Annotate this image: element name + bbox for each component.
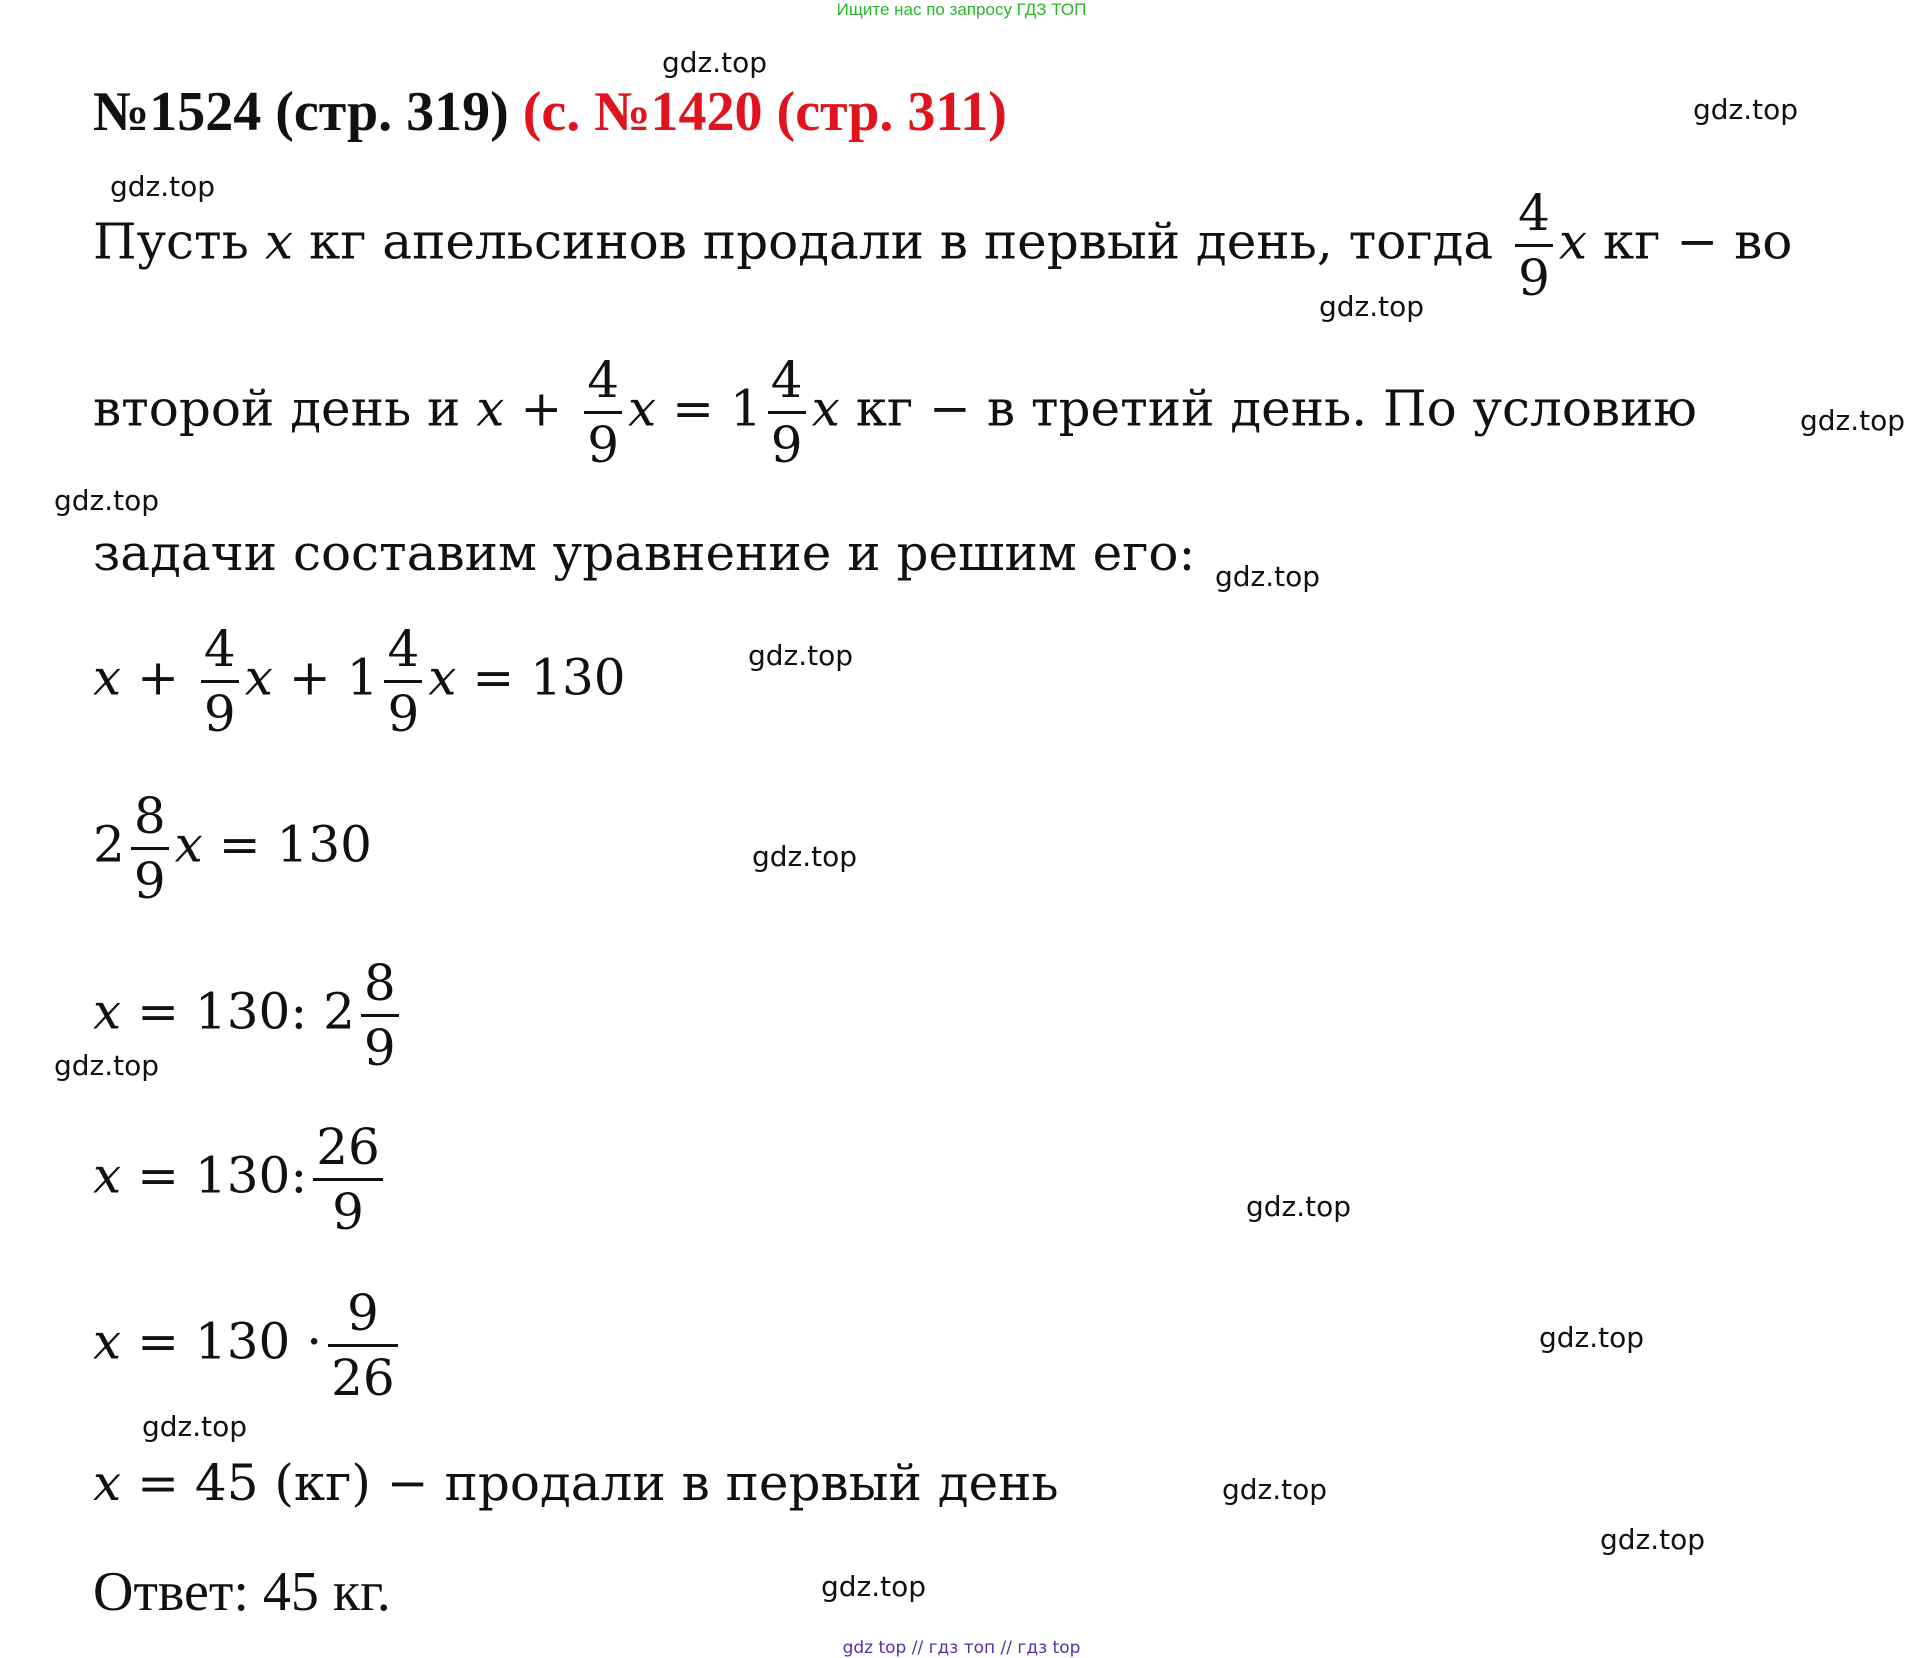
text-line-2: второй день и x + $\frac{4}{9}$ x = 1 $\frac{4}{9}$ x кг − в третий день. По условию [93, 351, 1697, 474]
answer: Ответ: 45 кг. [93, 1561, 391, 1623]
top-banner: Ищите нас по запросу ГДЗ ТОП [836, 0, 1087, 19]
fraction: $\frac{26}{9}$ [313, 1122, 383, 1237]
watermark: gdz.top [54, 1049, 160, 1082]
watermark: gdz.top [1319, 290, 1425, 323]
text-line-1: Пусть x кг апельсинов продали в первый день, тогда $\frac{4}{9}$ x кг − во [93, 184, 1793, 307]
fraction: $\frac{4}{9}$ [201, 624, 239, 739]
fraction: $\frac{8}{9}$ [361, 958, 399, 1073]
fraction: $\frac{4}{9}$ [384, 624, 422, 739]
fraction: $\frac{8}{9}$ [131, 791, 169, 906]
watermark: gdz.top [1215, 560, 1321, 593]
bottom-banner: gdz top // гдз топ // гдз top [842, 1638, 1081, 1658]
fraction: $\frac{4}{9}$ [768, 355, 806, 470]
watermark: gdz.top [142, 1410, 248, 1443]
equation-6: x = 45 (кг) − продали в первый день [93, 1454, 1059, 1512]
problem-number: №1524 (стр. 319) [93, 81, 509, 143]
watermark: gdz.top [110, 170, 216, 203]
watermark: gdz.top [1246, 1190, 1352, 1223]
watermark: gdz.top [662, 46, 768, 79]
watermark: gdz.top [752, 840, 858, 873]
fraction: $\frac{4}{9}$ [1515, 188, 1553, 303]
watermark: gdz.top [821, 1570, 927, 1603]
problem-title [93, 80, 1007, 144]
watermark: gdz.top [1600, 1523, 1706, 1556]
watermark: gdz.top [1539, 1321, 1645, 1354]
text-line-3: задачи составим уравнение и решим его: [93, 524, 1196, 582]
equation-4: x = 130: $\frac{26}{9}$ [93, 1122, 389, 1237]
problem-alt-number: (с. №1420 (стр. 311) [522, 81, 1007, 143]
fraction: $\frac{9}{26}$ [328, 1288, 398, 1403]
watermark: gdz.top [748, 639, 854, 672]
equation-1: x + $\frac{4}{9}$ x + 1 $\frac{4}{9}$ x = 130 [93, 620, 626, 743]
equation-5: x = 130 · $\frac{9}{26}$ [93, 1288, 404, 1403]
watermark: gdz.top [1800, 404, 1906, 437]
watermark: gdz.top [1222, 1473, 1328, 1506]
equation-3: x = 130: 2 $\frac{8}{9}$ [93, 958, 405, 1073]
watermark: gdz.top [54, 484, 160, 517]
equation-2: 2 $\frac{8}{9}$ x = 130 [93, 787, 372, 910]
watermark: gdz.top [1693, 93, 1799, 126]
fraction: $\frac{4}{9}$ [584, 355, 622, 470]
